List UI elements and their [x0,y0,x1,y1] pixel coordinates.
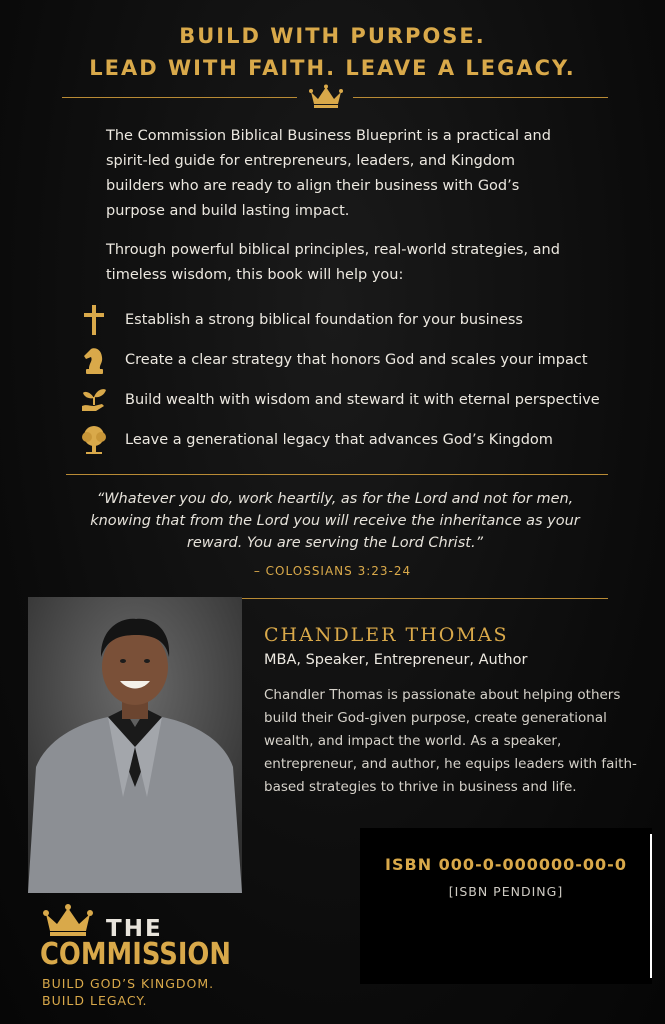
logo-tagline [42,975,214,1009]
divider-line [242,598,608,599]
intro [106,124,576,302]
divider-line-left [62,97,297,98]
scripture-quote: “Whatever you do, work heartily, as for the Lord and not for men, knowing that from the Lord you will receive the inheritance as your reward. You are serving the Lord Christ.” [90,491,580,551]
isbn-status: [ISBN PENDING] [448,884,564,899]
list-item [80,380,620,420]
benefits-list [80,300,620,460]
crown-icon [308,84,344,114]
logo-name: COMMISSION [40,937,231,972]
isbn-number: ISBN 000-0-000000-00-0 [385,855,627,874]
list-item [80,420,620,460]
author-photo [28,597,242,893]
cross-icon [80,305,108,335]
logo-the: THE [106,916,163,942]
benefit-text: Establish a strong biblical foundation for your business [125,312,523,328]
scripture-reference: – COLOSSIANS 3:23-24 [253,564,412,578]
logo-tagline-line-2: BUILD LEGACY. [42,993,148,1008]
headline [0,20,665,84]
tree-icon [80,425,108,455]
chess-knight-icon [80,345,108,375]
headline-divider [62,82,608,112]
author-name: CHANDLER THOMAS [264,624,509,646]
benefit-text: Create a clear strategy that honors God and scales your impact [125,352,588,368]
headline-line-1: BUILD WITH PURPOSE. [179,24,486,48]
benefit-text: Build wealth with wisdom and steward it with eternal perspective [125,392,600,408]
logo-tagline-line-1: BUILD GOD’S KINGDOM. [42,976,215,991]
list-item [80,300,620,340]
divider-line-right [353,97,608,98]
author-credentials: MBA, Speaker, Entrepreneur, Author [264,652,528,668]
divider-line [66,474,608,475]
intro-paragraph-2: Through powerful biblical principles, real-world strategies, and timeless wisdom, this book will help you: [106,242,560,283]
intro-paragraph-1: The Commission Biblical Business Blueprint is a practical and spirit-led guide for entrepreneurs, leaders, and Kingdom builders who are ready to align their business with God’s purpose and build lasting impact. [106,128,551,219]
author-bio: Chandler Thomas is passionate about helping others build their God-given purpose, create generational wealth, and impact the world. As a speaker, entrepreneur, and author, he equips leaders with faith-based strategies to thrive in business and life. [264,687,637,795]
plant-icon [80,385,108,415]
benefit-text: Leave a generational legacy that advances God’s Kingdom [125,432,553,448]
headline-line-2: LEAD WITH FAITH. LEAVE A LEGACY. [89,56,576,80]
isbn-box [360,828,652,984]
list-item [80,340,620,380]
